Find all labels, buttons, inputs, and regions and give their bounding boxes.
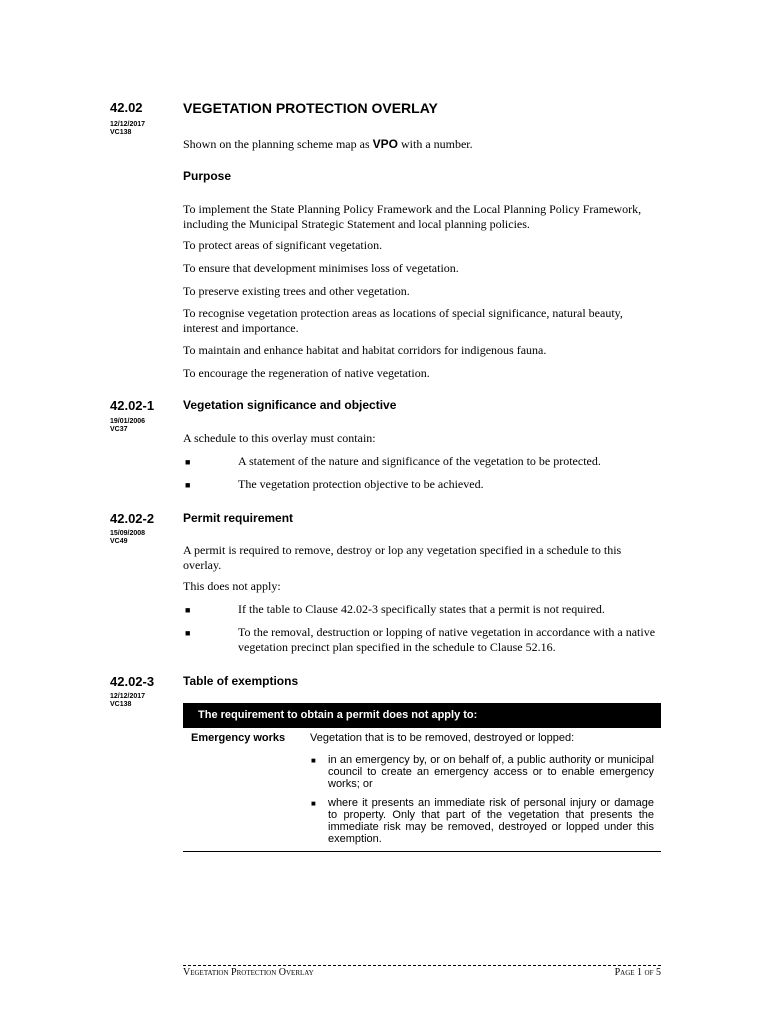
page-number: Page 1 of 5 [614, 967, 661, 978]
footer-rule [183, 965, 661, 966]
intro-text [183, 137, 658, 152]
list-item: A statement of the nature and significance of the vegetation to be protected. [238, 454, 601, 468]
section-date: 19/01/2006 [110, 418, 146, 425]
table-header: The requirement to obtain a permit does not apply to: [183, 703, 661, 728]
list-item: If the table to Clause 42.02-3 specifically states that a permit is not required. [238, 602, 605, 616]
bullet-icon: ■ [185, 480, 191, 490]
bullet-icon: ■ [185, 457, 191, 467]
list-item: To the removal, destruction or lopping of native vegetation in accordance with a native vegetation precinct plan specified in the schedule to Clause 52.16. [238, 625, 656, 654]
list-item: The vegetation protection objective to be achieved. [238, 477, 484, 491]
section-paragraph: This does not apply: [183, 579, 281, 593]
section-heading: Table of exemptions [183, 674, 299, 688]
section-paragraph: A permit is required to remove, destroy or lop any vegetation specified in a schedule to this overlay. [183, 543, 622, 572]
intro-pre: Shown on the planning scheme map as [183, 137, 373, 151]
purpose-paragraph: To preserve existing trees and other vegetation. [183, 284, 410, 298]
purpose-paragraph: To protect areas of significant vegetation. [183, 238, 383, 252]
bullet-icon: ■ [185, 628, 191, 638]
section-amendment: VC49 [110, 538, 128, 545]
table-bottom-rule [183, 851, 661, 852]
vpo-code: VPO [372, 137, 398, 151]
bullet-icon: ■ [311, 799, 316, 808]
table-list-item: in an emergency by, or on behalf of, a public authority or municipal council to create an emergency access or to enable emergency works; or [328, 754, 654, 790]
purpose-paragraph: To ensure that development minimises loss of vegetation. [183, 261, 459, 275]
purpose-paragraph: To recognise vegetation protection areas as locations of special significance, natural beauty, interest and importance. [183, 306, 623, 335]
section-intro: A schedule to this overlay must contain: [183, 431, 376, 445]
section-amendment: VC37 [110, 426, 128, 433]
section-number: 42.02-2 [110, 511, 155, 526]
section-heading: Permit requirement [183, 511, 294, 525]
clause-number: 42.02 [110, 100, 143, 115]
table-row-label: Emergency works [191, 732, 286, 744]
table-row-text: Vegetation that is to be removed, destroyed or lopped: [310, 732, 575, 744]
section-number: 42.02-3 [110, 674, 155, 689]
section-date: 15/09/2008 [110, 530, 146, 537]
section-heading: Vegetation significance and objective [183, 398, 397, 412]
bullet-icon: ■ [185, 605, 191, 615]
purpose-paragraph: To implement the State Planning Policy Framework and the Local Planning Policy Framework, including the Municipal Strategic Statement and local planning policies. [183, 202, 642, 231]
page-title: VEGETATION PROTECTION OVERLAY [183, 100, 438, 116]
section-number: 42.02-1 [110, 398, 155, 413]
purpose-heading: Purpose [183, 169, 232, 183]
clause-date: 12/12/2017 [110, 121, 146, 128]
footer-title: Vegetation Protection Overlay [183, 967, 314, 978]
intro-post: with a number. [397, 137, 473, 151]
section-amendment: VC138 [110, 701, 132, 708]
bullet-icon: ■ [311, 756, 316, 765]
section-date: 12/12/2017 [110, 693, 146, 700]
table-list-item: where it presents an immediate risk of personal injury or damage to property. Only that part of the vegetation that presents the immediate risk may be removed, destroyed or lopped under this exemption. [328, 797, 654, 845]
purpose-paragraph: To encourage the regeneration of native vegetation. [183, 366, 430, 380]
purpose-paragraph: To maintain and enhance habitat and habitat corridors for indigenous fauna. [183, 343, 547, 357]
clause-amendment: VC138 [110, 129, 132, 136]
